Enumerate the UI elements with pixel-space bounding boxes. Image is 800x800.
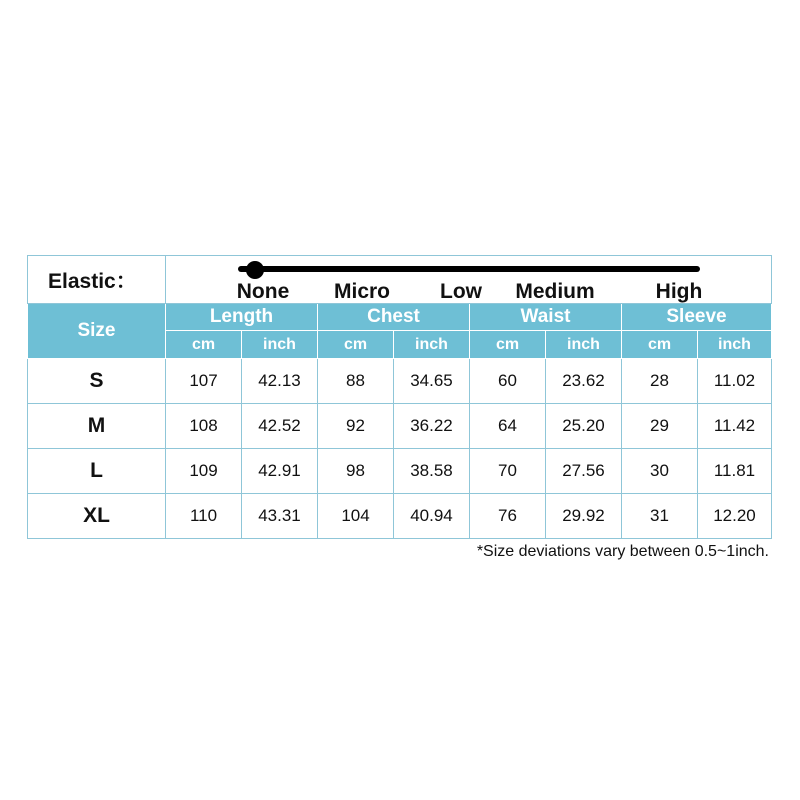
unit-header-inch: inch [242,331,318,359]
elasticity-level-low: Low [440,280,482,303]
chest-inch-cell: 40.94 [394,494,470,539]
elasticity-indicator-dot [246,261,264,279]
waist-cm-cell: 70 [470,449,546,494]
unit-header-cm: cm [470,331,546,359]
chest-cm-cell: 104 [318,494,394,539]
waist-inch-cell: 25.20 [546,404,622,449]
length-header: Length [166,304,318,331]
length-inch-cell: 43.31 [242,494,318,539]
sleeve-cm-cell: 30 [622,449,698,494]
unit-header-cm: cm [166,331,242,359]
chest-inch-cell: 38.58 [394,449,470,494]
table-header-row [28,304,772,331]
size-cell: M [28,404,166,449]
size-cell: S [28,359,166,404]
size-table [27,255,772,539]
chest-cm-cell: 88 [318,359,394,404]
chest-header: Chest [318,304,470,331]
sleeve-cm-cell: 29 [622,404,698,449]
length-cm-cell: 107 [166,359,242,404]
chest-cm-cell: 98 [318,449,394,494]
chest-inch-cell: 36.22 [394,404,470,449]
elasticity-scale [166,256,772,304]
length-inch-cell: 42.13 [242,359,318,404]
chest-cm-cell: 92 [318,404,394,449]
unit-header-cm: cm [318,331,394,359]
elasticity-level-high: High [655,280,703,303]
unit-header-inch: inch [394,331,470,359]
length-cm-cell: 110 [166,494,242,539]
table-row-xl [28,494,772,539]
table-row-m [28,404,772,449]
sleeve-header: Sleeve [622,304,772,331]
waist-inch-cell: 23.62 [546,359,622,404]
size-cell: XL [28,494,166,539]
length-inch-cell: 42.91 [242,449,318,494]
unit-header-cm: cm [622,331,698,359]
unit-header-inch: inch [698,331,772,359]
size-chart [27,255,771,539]
size-deviation-note: *Size deviations vary between 0.5~1inch. [476,543,769,560]
chest-inch-cell: 34.65 [394,359,470,404]
length-cm-cell: 109 [166,449,242,494]
elasticity-scale-labels [166,280,771,304]
sleeve-inch-cell: 12.20 [698,494,772,539]
waist-cm-cell: 64 [470,404,546,449]
elasticity-level-micro: Micro [333,280,391,303]
elasticity-level-none: None [236,280,290,303]
waist-header: Waist [470,304,622,331]
waist-cm-cell: 60 [470,359,546,404]
sleeve-inch-cell: 11.02 [698,359,772,404]
sleeve-inch-cell: 11.42 [698,404,772,449]
table-row-l [28,449,772,494]
size-column-header: Size [28,304,166,359]
sleeve-cm-cell: 31 [622,494,698,539]
waist-cm-cell: 76 [470,494,546,539]
length-inch-cell: 42.52 [242,404,318,449]
size-cell: L [28,449,166,494]
sleeve-cm-cell: 28 [622,359,698,404]
table-row-s [28,359,772,404]
waist-inch-cell: 29.92 [546,494,622,539]
unit-header-inch: inch [546,331,622,359]
elasticity-scale-line [238,266,700,272]
elasticity-level-medium: Medium [515,280,595,303]
sleeve-inch-cell: 11.81 [698,449,772,494]
waist-inch-cell: 27.56 [546,449,622,494]
elastic-row [28,256,772,304]
length-cm-cell: 108 [166,404,242,449]
elastic-label: Elastic： [28,256,166,304]
